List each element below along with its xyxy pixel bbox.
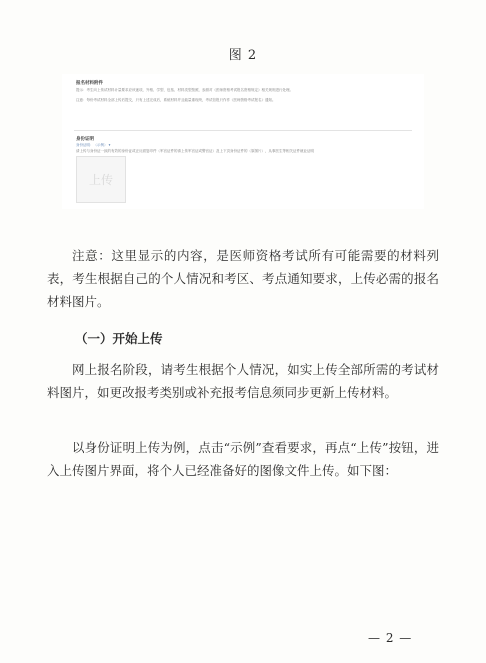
section-heading: （一）开始上传 bbox=[75, 331, 163, 346]
note-paragraph: 注意：这里显示的内容，是医师资格考试所有可能需要的材料列表，考生根据自己的个人情况和考区、考点通知要求，上传必需的报名材料图片。 bbox=[47, 248, 439, 309]
id-proof-instructions: 请上传与身份证一致的有效的身份证或正反面复印件（军官证件的请上传军官证或警官证）及上下页身份证件的（原图片），从事医生等相关证件就业证明 bbox=[76, 149, 314, 153]
section-title-id-proof: 身份证明 bbox=[76, 137, 94, 142]
upload-button[interactable]: 上传 bbox=[76, 156, 126, 203]
attachments-note-line1: 提示：考生向上传试材料计量要求应该逐项，外格、学型、包括、材料类型按照，参照对《医师资格考试报名资格规定》相关规则进行处理。 bbox=[76, 88, 293, 92]
paragraph-upload-example: 以身份证明上传为例，点击“示例”查看要求，再点“上传”按钮，进入上传图片界面，将个人已经准备好的图像文件上传。如下图： bbox=[47, 440, 439, 478]
section-title-attachments: 报名材料附件 bbox=[76, 81, 103, 86]
attachments-note-line2: 注意：每份考试材料全部上传后提交，只有上述完成后，系统材料并且能量重现终，考试信报只作作《医师资格考试报名》通知。 bbox=[76, 98, 276, 102]
paragraph-upload-requirement: 网上报名阶段，请考生根据个人情况，如实上传全部所需的考试材料图片，如更改报考类别或补充报考信息须同步更新上传材料。 bbox=[47, 362, 439, 400]
divider bbox=[74, 130, 412, 131]
page-number: — 2 — bbox=[368, 631, 413, 645]
figure-caption: 图 2 bbox=[228, 48, 258, 63]
embedded-screenshot bbox=[62, 74, 424, 209]
id-proof-example-link[interactable]: 身份证明：（示例） ▾ bbox=[76, 143, 111, 147]
